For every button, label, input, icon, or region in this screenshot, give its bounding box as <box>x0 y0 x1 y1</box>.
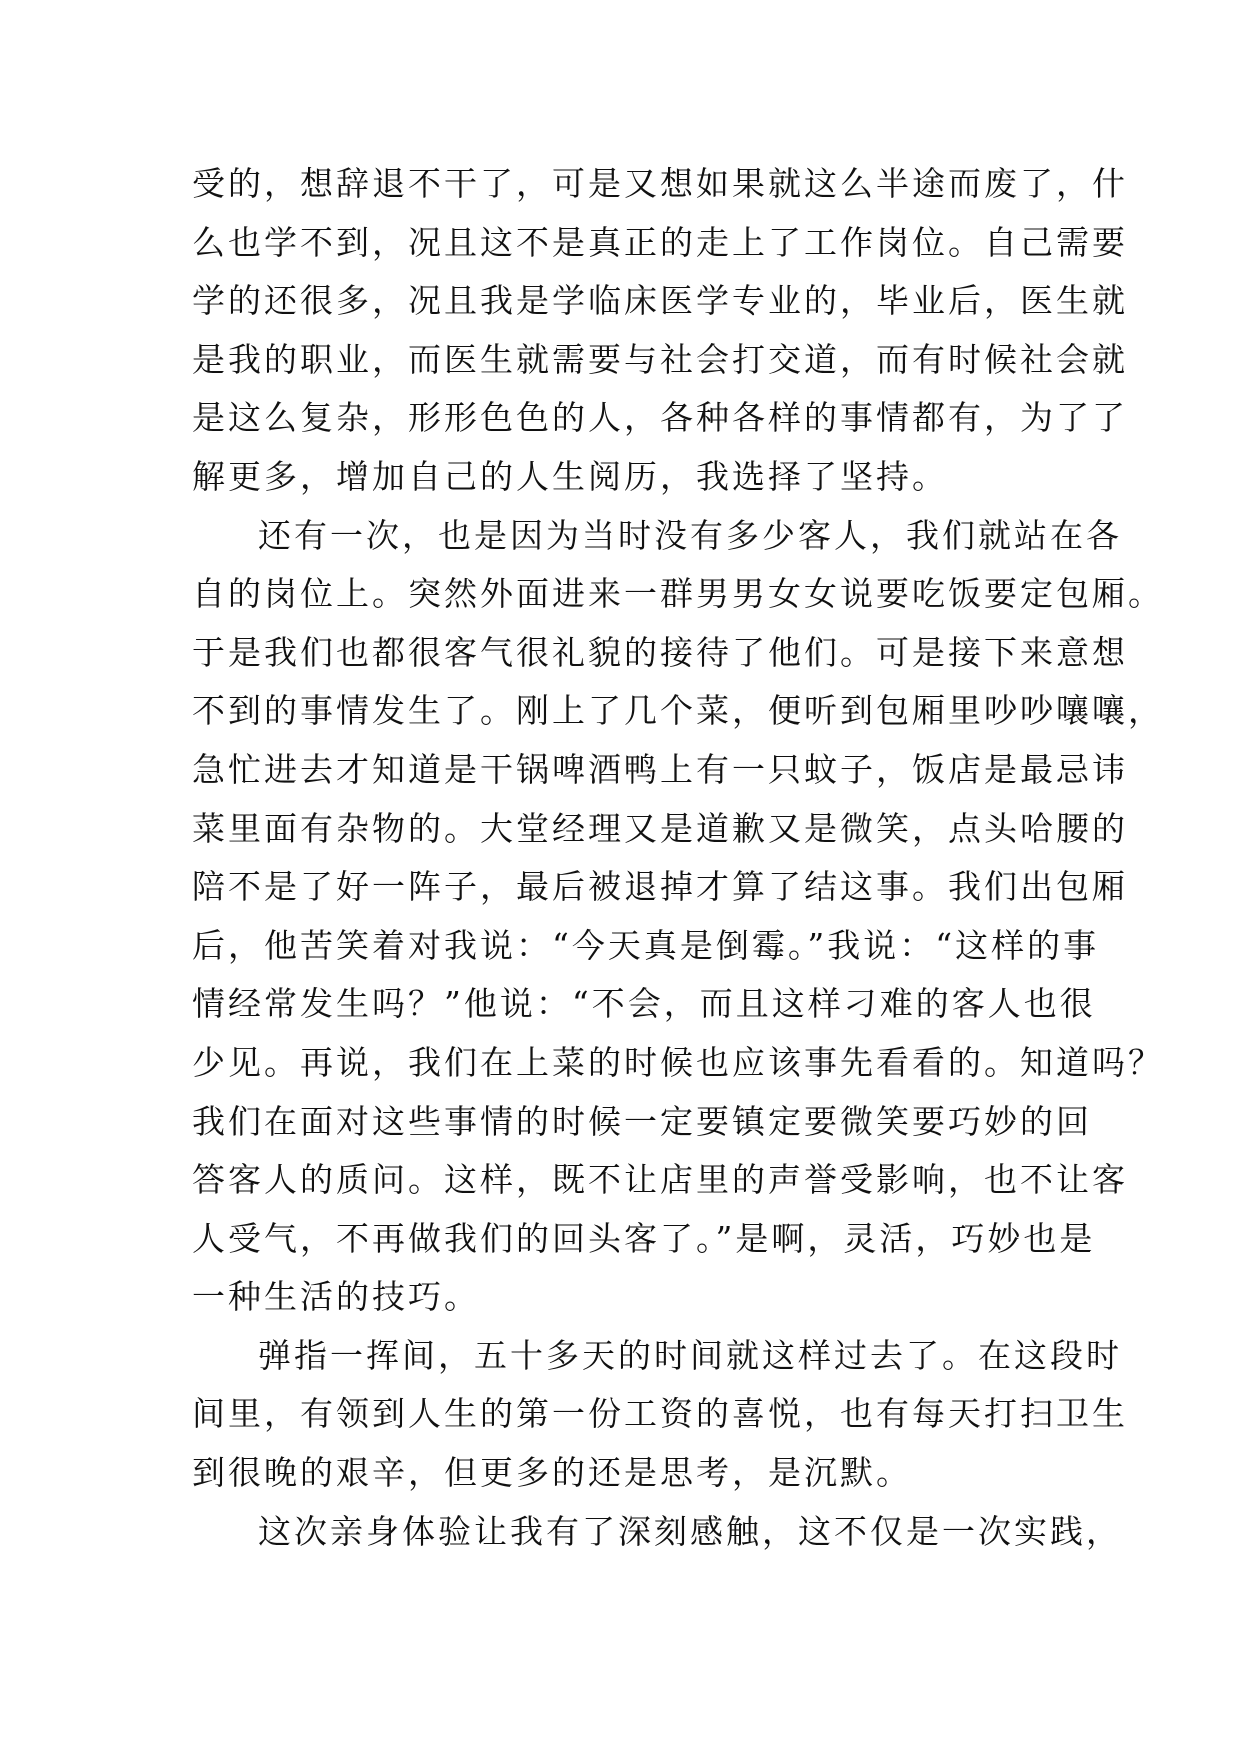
text-line: 是这么复杂，形形色色的人，各种各样的事情都有，为了了 <box>192 398 1128 438</box>
text-line: 后，他苦笑着对我说：“今天真是倒霉。”我说：“这样的事 <box>192 925 1100 965</box>
document-body <box>192 155 1164 1561</box>
text-line: 学的还很多，况且我是学临床医学专业的，毕业后，医生就 <box>192 281 1128 321</box>
text-line: 答客人的质问。这样，既不让店里的声誉受影响，也不让客 <box>192 1160 1128 1200</box>
text-line: 到很晚的艰辛，但更多的还是思考，是沉默。 <box>192 1453 912 1493</box>
text-line: 情经常发生吗？”他说：“不会，而且这样刁难的客人也很 <box>192 984 1096 1024</box>
text-line: 少见。再说，我们在上菜的时候也应该事先看看的。知道吗？ <box>192 1042 1164 1082</box>
text-line: 陪不是了好一阵子，最后被退掉才算了结这事。我们出包厢 <box>192 867 1128 907</box>
paragraph-start-line: 还有一次，也是因为当时没有多少客人，我们就站在各 <box>258 515 1122 555</box>
text-line: 解更多，增加自己的人生阅历，我选择了坚持。 <box>192 456 948 496</box>
paragraph-start-line: 这次亲身体验让我有了深刻感触，这不仅是一次实践， <box>258 1511 1122 1551</box>
text-line: 一种生活的技巧。 <box>192 1277 480 1317</box>
text-line: 受的，想辞退不干了，可是又想如果就这么半途而废了，什 <box>192 164 1128 203</box>
text-line: 不到的事情发生了。刚上了几个菜，便听到包厢里吵吵嚷嚷， <box>192 691 1164 731</box>
text-line: 人受气，不再做我们的回头客了。”是啊，灵活，巧妙也是 <box>192 1218 1096 1258</box>
text-line: 于是我们也都很客气很礼貌的接待了他们。可是接下来意想 <box>192 632 1128 672</box>
text-line: 自的岗位上。突然外面进来一群男男女女说要吃饭要定包厢。 <box>192 574 1164 614</box>
text-line: 急忙进去才知道是干锅啤酒鸭上有一只蚊子，饭店是最忌讳 <box>192 749 1128 789</box>
text-line: 间里，有领到人生的第一份工资的喜悦，也有每天打扫卫生 <box>192 1394 1128 1434</box>
paragraph-start-line: 弹指一挥间，五十多天的时间就这样过去了。在这段时 <box>258 1335 1122 1375</box>
text-line: 菜里面有杂物的。大堂经理又是道歉又是微笑，点头哈腰的 <box>192 808 1128 848</box>
text-line: 么也学不到，况且这不是真正的走上了工作岗位。自己需要 <box>192 222 1128 262</box>
text-line: 我们在面对这些事情的时候一定要镇定要微笑要巧妙的回 <box>192 1101 1092 1141</box>
text-line: 是我的职业，而医生就需要与社会打交道，而有时候社会就 <box>192 339 1128 379</box>
